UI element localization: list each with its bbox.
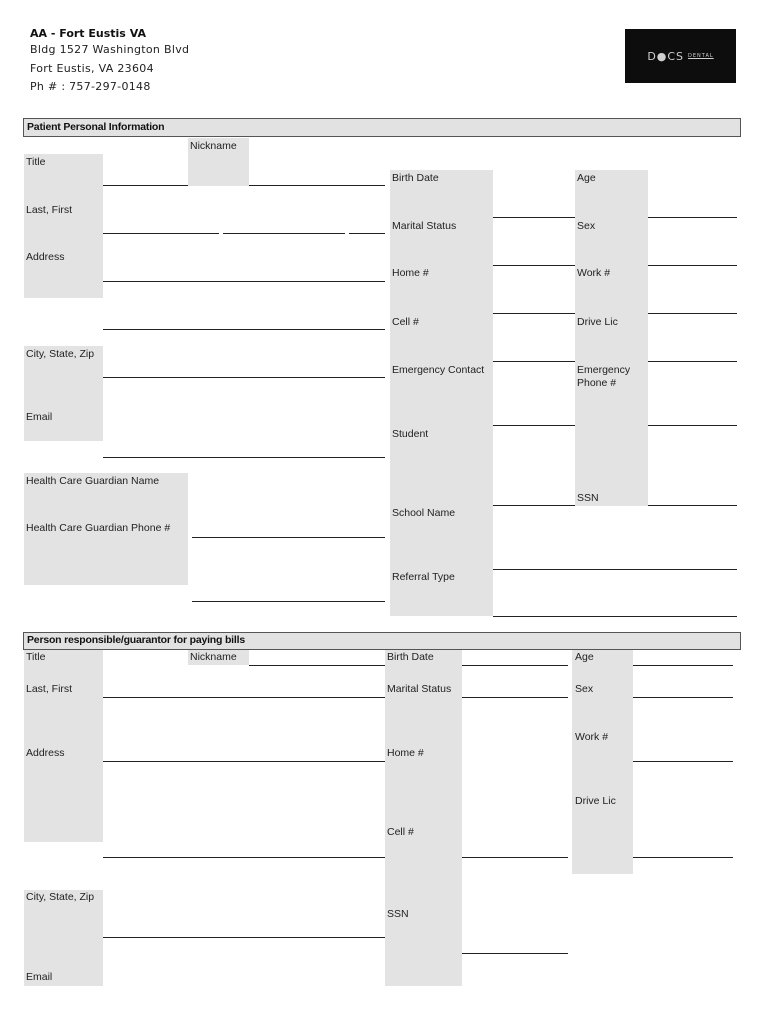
g-marital-status-field[interactable] bbox=[462, 697, 568, 698]
sex-field[interactable] bbox=[648, 265, 737, 266]
label-address: Address bbox=[26, 251, 65, 263]
label-guardian-phone: Health Care Guardian Phone # bbox=[26, 522, 171, 534]
g-label-home: Home # bbox=[387, 747, 424, 759]
label-city-state-zip: City, State, Zip bbox=[26, 348, 95, 360]
label-emergency-phone: Emergency Phone # bbox=[577, 364, 631, 389]
g-nickname-field[interactable] bbox=[249, 665, 385, 666]
ssn-field[interactable] bbox=[648, 505, 737, 506]
address-field-2[interactable] bbox=[103, 329, 385, 330]
label-guardian-name: Health Care Guardian Name bbox=[26, 475, 160, 487]
emergency-contact-field[interactable] bbox=[493, 425, 575, 426]
patient-label-bg-1 bbox=[24, 154, 103, 298]
g-label-email: Email bbox=[26, 971, 53, 983]
g-label-sex: Sex bbox=[575, 683, 594, 695]
g-last-first-field[interactable] bbox=[103, 697, 385, 698]
label-work: Work # bbox=[577, 267, 611, 279]
label-sex: Sex bbox=[577, 220, 596, 232]
work-phone-field[interactable] bbox=[648, 313, 737, 314]
practice-phone: Ph # : 757-297-0148 bbox=[30, 80, 151, 93]
drive-lic-field[interactable] bbox=[648, 361, 737, 362]
email-field[interactable] bbox=[103, 457, 385, 458]
g-label-age: Age bbox=[575, 651, 594, 663]
label-student: Student bbox=[392, 428, 429, 440]
referral-type-field[interactable] bbox=[493, 616, 737, 617]
guardian-extra-field[interactable] bbox=[192, 601, 385, 602]
g-label-last-first: Last, First bbox=[26, 683, 73, 695]
nickname-field[interactable] bbox=[249, 185, 385, 186]
g-label-work: Work # bbox=[575, 731, 609, 743]
label-nickname: Nickname bbox=[190, 140, 237, 152]
label-school-name: School Name bbox=[392, 507, 456, 519]
practice-name: AA - Fort Eustis VA bbox=[30, 27, 146, 40]
g-sex-field[interactable] bbox=[633, 697, 733, 698]
section-header-patient: Patient Personal Information bbox=[23, 118, 741, 137]
g-address-field-2[interactable] bbox=[103, 857, 385, 858]
patient-label-bg-3 bbox=[390, 170, 493, 616]
emergency-phone-field[interactable] bbox=[648, 425, 737, 426]
birth-date-field[interactable] bbox=[493, 217, 575, 218]
address-field-1[interactable] bbox=[103, 281, 385, 282]
g-age-field[interactable] bbox=[633, 665, 733, 666]
last-name-field[interactable] bbox=[103, 233, 219, 234]
g-label-marital-status: Marital Status bbox=[387, 683, 452, 695]
g-cell-phone-field[interactable] bbox=[462, 953, 568, 954]
logo-subtext: DENTAL bbox=[688, 53, 714, 59]
age-field[interactable] bbox=[648, 217, 737, 218]
label-age: Age bbox=[577, 172, 596, 184]
g-work-phone-field[interactable] bbox=[633, 761, 733, 762]
g-city-state-zip-field[interactable] bbox=[103, 937, 385, 938]
practice-address-line2: Fort Eustis, VA 23604 bbox=[30, 62, 154, 75]
practice-logo bbox=[625, 29, 736, 83]
label-home: Home # bbox=[392, 267, 429, 279]
label-drive-lic: Drive Lic bbox=[577, 316, 618, 328]
g-address-field[interactable] bbox=[103, 761, 385, 762]
practice-address-line1: Bldg 1527 Washington Blvd bbox=[30, 43, 190, 56]
g-label-address: Address bbox=[26, 747, 65, 759]
title-field[interactable] bbox=[103, 185, 188, 186]
label-ssn: SSN bbox=[577, 492, 599, 504]
student-field[interactable] bbox=[493, 505, 575, 506]
logo-wordmark: D●CS bbox=[647, 49, 685, 63]
label-marital-status: Marital Status bbox=[392, 220, 457, 232]
cell-phone-field[interactable] bbox=[493, 361, 575, 362]
g-label-nickname: Nickname bbox=[190, 651, 237, 663]
label-cell: Cell # bbox=[392, 316, 419, 328]
guarantor-label-bg-1 bbox=[24, 650, 103, 842]
g-label-ssn: SSN bbox=[387, 908, 409, 920]
label-title: Title bbox=[26, 156, 46, 168]
g-home-phone-field[interactable] bbox=[462, 857, 568, 858]
g-birth-date-field[interactable] bbox=[462, 665, 568, 666]
g-label-birth-date: Birth Date bbox=[387, 651, 434, 663]
label-emergency-contact: Emergency Contact bbox=[392, 364, 485, 376]
city-state-zip-field[interactable] bbox=[103, 377, 385, 378]
g-drive-lic-field[interactable] bbox=[633, 857, 733, 858]
label-last-first: Last, First bbox=[26, 204, 73, 216]
home-phone-field[interactable] bbox=[493, 313, 575, 314]
label-referral-type: Referral Type bbox=[392, 571, 455, 583]
g-label-drive-lic: Drive Lic bbox=[575, 795, 616, 807]
marital-status-field[interactable] bbox=[493, 265, 575, 266]
guarantor-label-bg-3 bbox=[385, 650, 462, 986]
guardian-phone-field[interactable] bbox=[192, 537, 385, 538]
section-header-guarantor: Person responsible/guarantor for paying bills bbox=[23, 632, 741, 650]
first-name-field[interactable] bbox=[223, 233, 345, 234]
label-birth-date: Birth Date bbox=[392, 172, 439, 184]
g-label-cell: Cell # bbox=[387, 826, 414, 838]
school-name-field[interactable] bbox=[493, 569, 737, 570]
middle-initial-field[interactable] bbox=[349, 233, 385, 234]
g-label-city-state-zip: City, State, Zip bbox=[26, 891, 95, 903]
g-label-title: Title bbox=[26, 651, 46, 663]
label-email: Email bbox=[26, 411, 53, 423]
